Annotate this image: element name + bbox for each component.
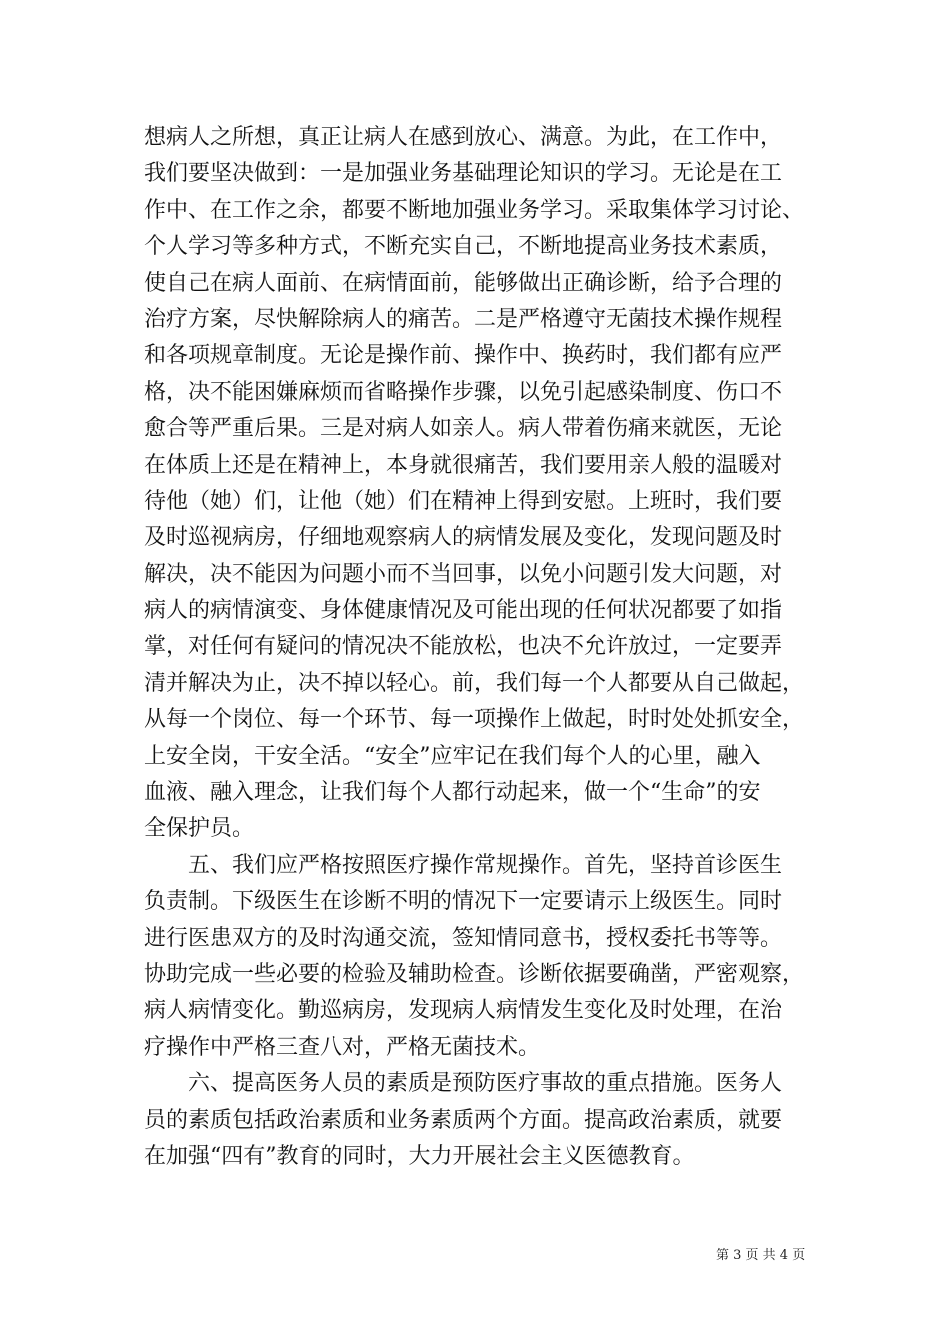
text-line: 在体质上还是在精神上，本身就很痛苦，我们要用亲人般的温暖对	[144, 452, 783, 478]
text-line: 愈合等严重后果。三是对病人如亲人。病人带着伤痛来就医，无论	[144, 416, 783, 442]
paragraph-start-line: 六、提高医务人员的素质是预防医疗事故的重点措施。医务人	[188, 1071, 783, 1097]
text-line: 全保护员。	[144, 816, 255, 842]
text-line: 和各项规章制度。无论是操作前、操作中、换药时，我们都有应严	[144, 343, 783, 369]
text-line: 从每一个岗位、每一个环节、每一项操作上做起，时时处处抓安全，	[144, 707, 805, 733]
text-line: 待他（她）们，让他（她）们在精神上得到安慰。上班时，我们要	[144, 488, 783, 514]
text-line: 使自己在病人面前、在病情面前，能够做出正确诊断，给予合理的	[144, 270, 783, 296]
paragraph-start-line: 五、我们应严格按照医疗操作常规操作。首先，坚持首诊医生	[188, 852, 783, 878]
text-line: 病人病情变化。勤巡病房，发现病人病情发生变化及时处理，在治	[144, 998, 783, 1024]
text-line: 个人学习等多种方式，不断充实自己，不断地提高业务技术素质，	[144, 234, 783, 260]
text-line: 病人的病情演变、身体健康情况及可能出现的任何状况都要了如指	[144, 598, 783, 624]
text-line: 协助完成一些必要的检验及辅助检查。诊断依据要确凿，严密观察，	[144, 961, 805, 987]
text-line: 清并解决为止，决不掉以轻心。前，我们每一个人都要从自己做起，	[144, 670, 805, 696]
text-line: 疗操作中严格三查八对，严格无菌技术。	[144, 1034, 541, 1060]
text-line: 负责制。下级医生在诊断不明的情况下一定要请示上级医生。同时	[144, 889, 783, 915]
text-line: 血液、融入理念，让我们每个人都行动起来，做一个“生命”的安	[144, 780, 761, 806]
text-line: 解决，决不能因为问题小而不当回事，以免小问题引发大问题，对	[144, 561, 783, 587]
text-line: 作中、在工作之余，都要不断地加强业务学习。采取集体学习讨论、	[144, 197, 805, 223]
text-line: 上安全岗，干安全活。“安全”应牢记在我们每个人的心里，融入	[144, 743, 761, 769]
text-line: 进行医患双方的及时沟通交流，签知情同意书，授权委托书等等。	[144, 925, 783, 951]
text-line: 想病人之所想，真正让病人在感到放心、满意。为此，在工作中，	[144, 125, 783, 150]
text-line: 在加强“四有”教育的同时，大力开展社会主义医德教育。	[144, 1143, 695, 1169]
text-line: 及时巡视病房，仔细地观察病人的病情发展及变化，发现问题及时	[144, 525, 783, 551]
text-line: 格，决不能困嫌麻烦而省略操作步骤，以免引起感染制度、伤口不	[144, 379, 783, 405]
text-line: 员的素质包括政治素质和业务素质两个方面。提高政治素质，就要	[144, 1107, 783, 1133]
page-number-footer: 第 3 页 共 4 页	[716, 1248, 806, 1263]
text-line: 掌，对任何有疑问的情况决不能放松，也决不允许放过，一定要弄	[144, 634, 783, 660]
body-text	[144, 120, 812, 1175]
text-line: 我们要坚决做到：一是加强业务基础理论知识的学习。无论是在工	[144, 161, 783, 187]
text-line: 治疗方案，尽快解除病人的痛苦。二是严格遵守无菌技术操作规程	[144, 306, 783, 332]
